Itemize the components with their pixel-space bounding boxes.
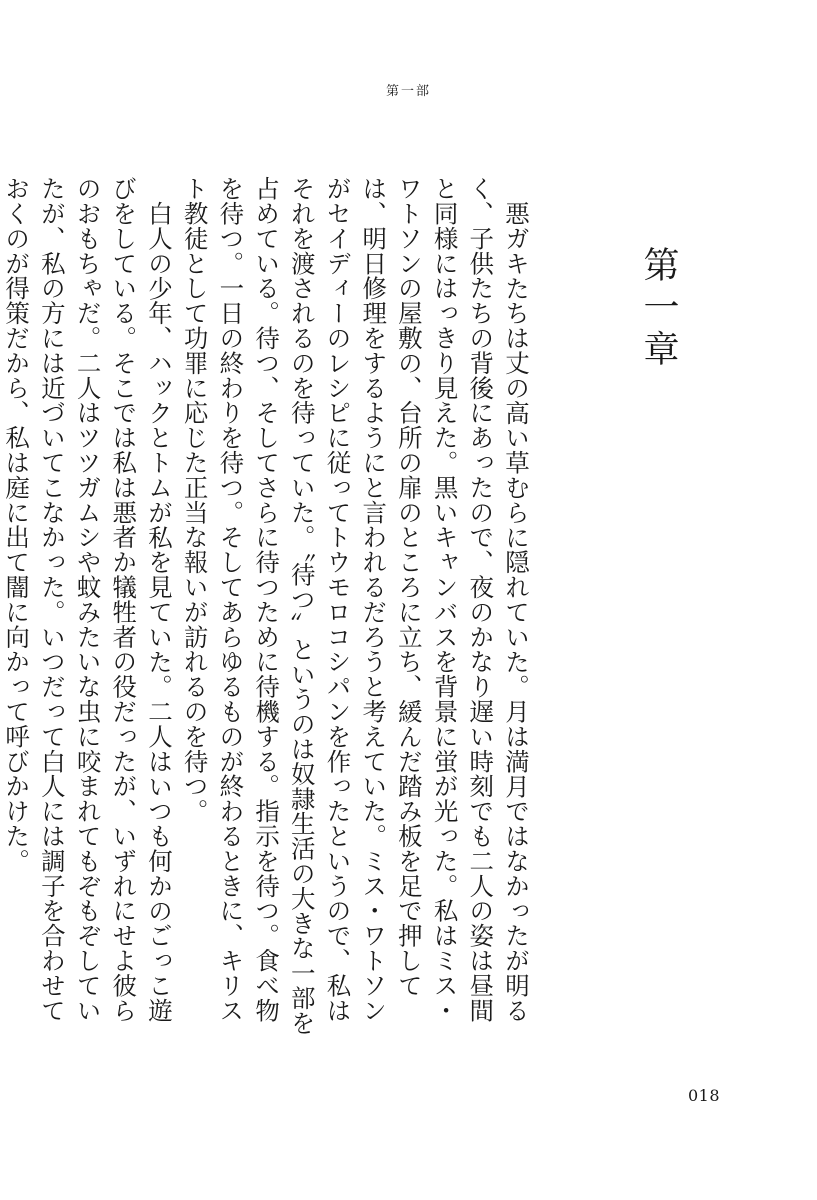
paragraph: 白人の少年、ハックとトムが私を見ていた。二人はいつも何かのごっこ遊びをしている。そこでは私は悪者か犠牲者の役だったが、いずれにせよ彼らのおもちゃだ。二人はツツガムシや蚊みたいな虫に咬まれてもぞもぞしていたが、私の方には近づいてこなかった。いつだって白人には調子を合わせておくのが得策だから、私は庭に出て闇に向かって呼びかけた。 — [2, 176, 174, 1023]
body-text — [2, 176, 534, 1036]
running-head: 第一部 — [385, 84, 431, 99]
paragraph: 悪ガキたちは丈の高い草むらに隠れていた。月は満月ではなかったが明るく、子供たちの背後にあったので、夜のかなり遅い時刻でも二人の姿は昼間と同様にはっきり見えた。黒いキャンバスを背景に蛍が光った。私はミス・ワトソンの屋敷の、台所の扉のところに立ち、緩んだ踏み板を足で押しては、明日修理をするようにと言われるだろうと考えていた。ミス・ワトソンがセイディーのレシピに従ってトウモロコシパンを作ったというので、私はそれを渡されるのを待っていた。〝待つ〟というのは奴隷生活の大きな一部を占めている。待つ、そしてさらに待つために待機する。指示を待つ。食べ物を待つ。一日の終わりを待つ。そしてあらゆるものが終わるときに、キリスト教徒として功罪に応じた正当な報いが訪れるのを待つ。 — [180, 176, 531, 1036]
chapter-title: 第一章 — [638, 246, 679, 372]
page-number: 018 — [688, 1086, 721, 1105]
